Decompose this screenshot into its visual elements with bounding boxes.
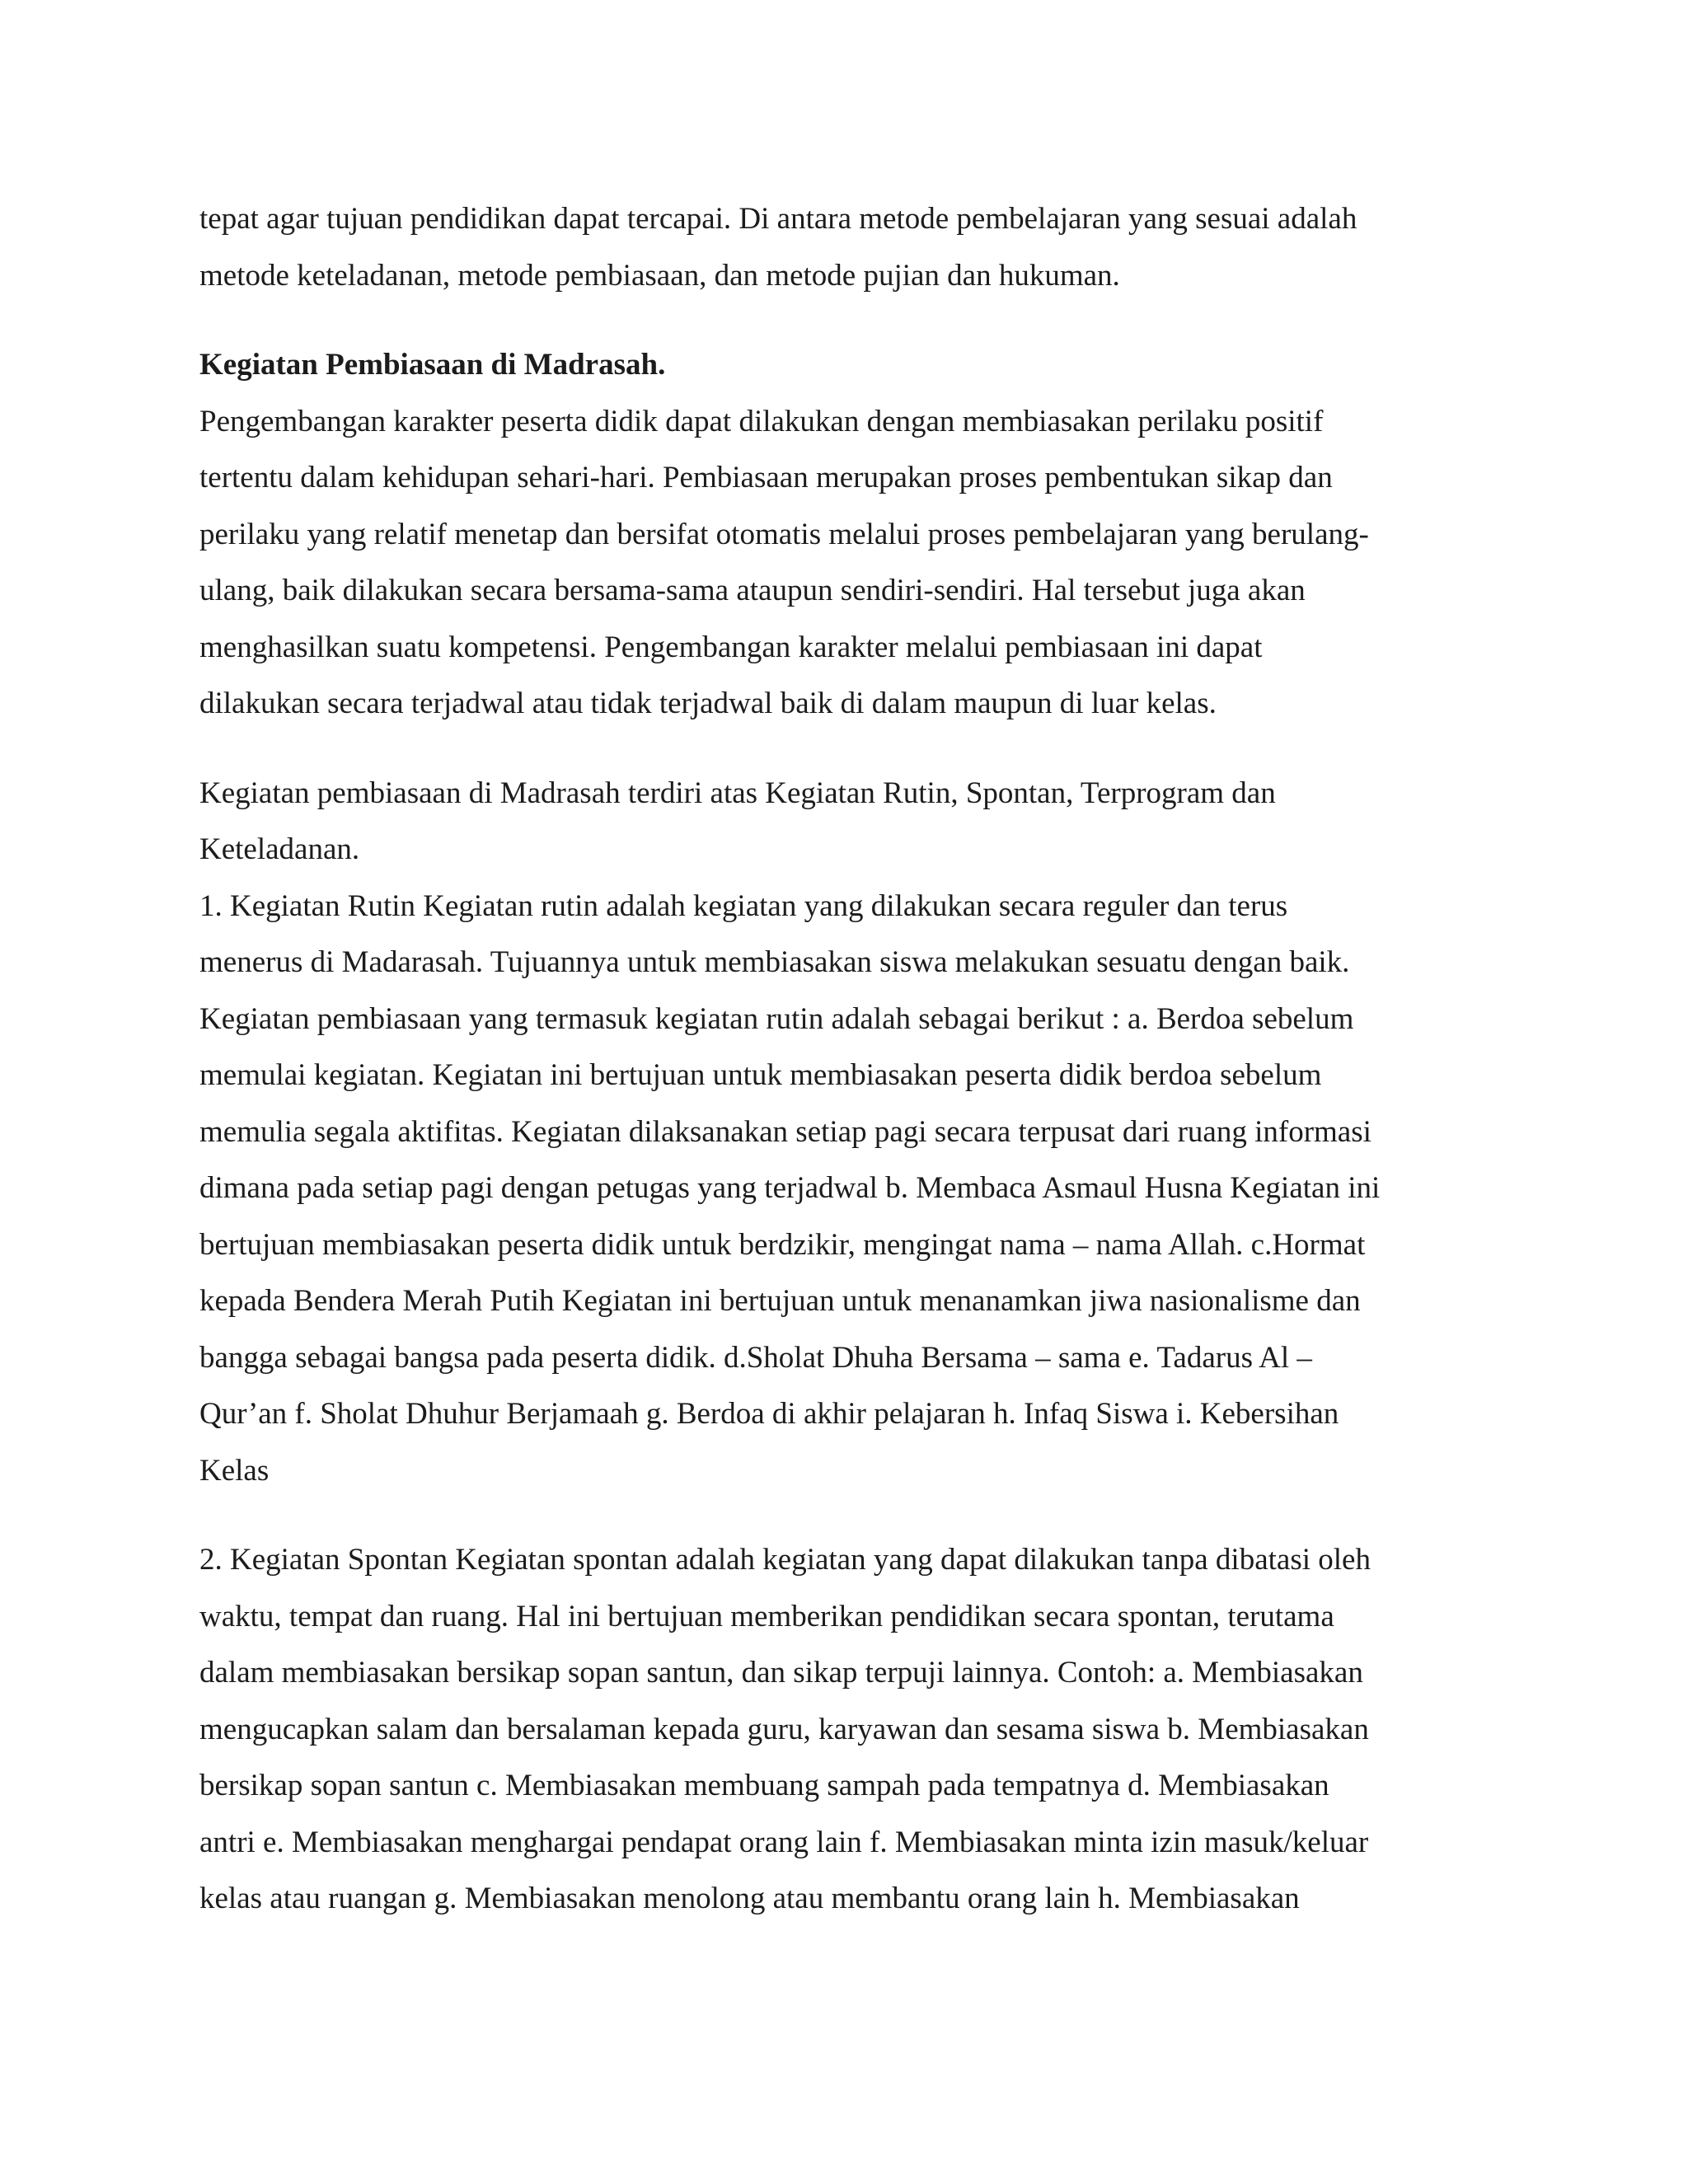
text-line: kepada Bendera Merah Putih Kegiatan ini bertujuan untuk menanamkan jiwa nasionalisme dan [199, 1284, 1361, 1318]
text-line: Pengembangan karakter peserta didik dapat dilakukan dengan membiasakan perilaku positif [199, 404, 1324, 438]
text-line: bertujuan membiasakan peserta didik untuk berdzikir, mengingat nama – nama Allah. c.Hormat [199, 1227, 1366, 1262]
text-line: ulang, baik dilakukan secara bersama-sama ataupun sendiri-sendiri. Hal tersebut juga akan [199, 574, 1306, 607]
text-line: metode keteladanan, metode pembiasaan, dan metode pujian dan hukuman. [199, 258, 1120, 293]
text-line: kelas atau ruangan g. Membiasakan menolong atau membantu orang lain h. Membiasakan [199, 1882, 1300, 1915]
text-line: dalam membiasakan bersikap sopan santun, dan sikap terpuji lainnya. Contoh: a. Membiasakan [199, 1656, 1363, 1690]
text-line: Kegiatan pembiasaan yang termasuk kegiatan rutin adalah sebagai berikut : a. Berdoa sebelum [199, 1001, 1354, 1036]
text-line: memulai kegiatan. Kegiatan ini bertujuan untuk membiasakan peserta didik berdoa sebelum [199, 1058, 1322, 1092]
text-line: menghasilkan suatu kompetensi. Pengembangan karakter melalui pembiasaan ini dapat [199, 630, 1263, 664]
text-line: dimana pada setiap pagi dengan petugas yang terjadwal b. Membaca Asmaul Husna Kegiatan ini [199, 1171, 1381, 1205]
text-line: Kelas [199, 1453, 270, 1488]
text-line: dilakukan secara terjadwal atau tidak terjadwal baik di dalam maupun di luar kelas. [199, 687, 1217, 720]
text-line: bersikap sopan santun c. Membiasakan membuang sampah pada tempatnya d. Membiasakan [199, 1769, 1329, 1802]
text-line: memulia segala aktifitas. Kegiatan dilaksanakan setiap pagi secara terpusat dari ruang informasi [199, 1114, 1372, 1149]
text-line: antri e. Membiasakan menghargai pendapat orang lain f. Membiasakan minta izin masuk/keluar [199, 1825, 1369, 1859]
text-line: mengucapkan salam dan bersalaman kepada guru, karyawan dan sesama siswa b. Membiasakan [199, 1712, 1369, 1746]
paragraph-intro [199, 191, 1502, 304]
text-line: waktu, tempat dan ruang. Hal ini bertujuan memberikan pendidikan secara spontan, terutama [199, 1599, 1334, 1633]
section-pembiasaan [199, 337, 1502, 733]
paragraph-gap [199, 733, 1502, 766]
text-line: Qur’an f. Sholat Dhuhur Berjamaah g. Berdoa di akhir pelajaran h. Infaq Siswa i. Kebersihan [199, 1397, 1339, 1431]
text-line: menerus di Madarasah. Tujuannya untuk membiasakan siswa melakukan sesuatu dengan baik. [199, 945, 1350, 979]
paragraph-gap [199, 1499, 1502, 1532]
text-line: perilaku yang relatif menetap dan bersifat otomatis melalui proses pembelajaran yang berulang- [199, 517, 1369, 551]
text-line: bangga sebagai bangsa pada peserta didik. d.Sholat Dhuha Bersama – sama e. Tadarus Al – [199, 1340, 1312, 1375]
section-heading: Kegiatan Pembiasaan di Madrasah. [199, 348, 666, 382]
document-body [199, 191, 1502, 1928]
text-line: tepat agar tujuan pendidikan dapat tercapai. Di antara metode pembelajaran yang sesuai adalah [199, 202, 1357, 236]
text-line: Keteladanan. [199, 832, 360, 866]
text-line: Kegiatan pembiasaan di Madrasah terdiri atas Kegiatan Rutin, Spontan, Terprogram dan [199, 776, 1276, 810]
paragraph-kegiatan-rutin [199, 766, 1502, 1500]
paragraph-gap [199, 304, 1502, 337]
text-line: 2. Kegiatan Spontan Kegiatan spontan adalah kegiatan yang dapat dilakukan tanpa dibatasi oleh [199, 1543, 1371, 1577]
text-line: tertentu dalam kehidupan sehari-hari. Pembiasaan merupakan proses pembentukan sikap dan [199, 461, 1333, 494]
text-line: 1. Kegiatan Rutin Kegiatan rutin adalah kegiatan yang dilakukan secara reguler dan terus [199, 888, 1288, 923]
paragraph-kegiatan-spontan [199, 1532, 1502, 1928]
